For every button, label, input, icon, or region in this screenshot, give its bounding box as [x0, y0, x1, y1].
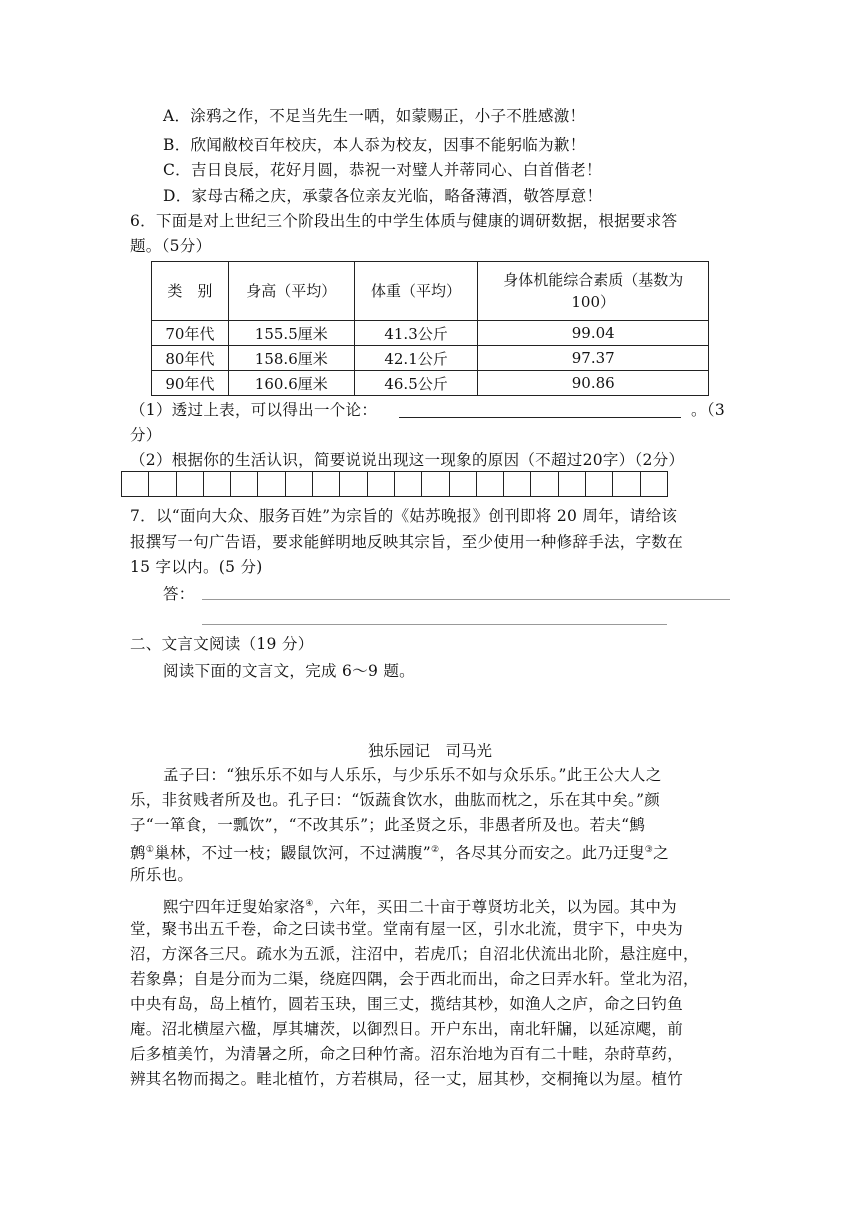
answer-grid-cell[interactable]: [395, 471, 422, 497]
q7-answer-line-2[interactable]: [202, 624, 667, 625]
table-row: [152, 321, 709, 346]
q6-sub1-answer-line[interactable]: [399, 417, 681, 418]
row-height: 160.6厘米: [228, 371, 354, 396]
passage-title: 独乐园记 司马光: [367, 742, 492, 760]
q6-stem-line2: 题。（5分）: [130, 237, 212, 255]
table-header-row: [152, 262, 709, 321]
footnote-marker: ①: [145, 845, 155, 855]
header-category: 类 别: [152, 262, 229, 321]
passage-line: 鹩①巢林，不过一枝；鼹鼠饮河，不过满腹”②，各尽其分而安之。此乃迂叟③之: [130, 844, 669, 863]
row-weight: 41.3公斤: [354, 321, 478, 346]
header-fitness-line2: 100）: [571, 293, 616, 311]
passage-line: 中央有岛，岛上植竹，圆若玉玦，围三丈，揽结其杪，如渔人之庐，命之曰钓鱼: [130, 995, 684, 1013]
footnote-marker: ④: [305, 899, 314, 909]
passage-line: 所乐也。: [130, 866, 194, 884]
survey-table: [151, 261, 709, 396]
q5-option-d: D．家母古稀之庆，承蒙各位亲友光临，略备薄酒，敬答厚意！: [163, 187, 603, 205]
answer-grid-cell[interactable]: [641, 471, 668, 497]
q7-line2: 报撰写一句广告语，要求能鲜明地反映其宗旨，至少使用一种修辞手法，字数在: [130, 533, 684, 551]
answer-grid-cell[interactable]: [504, 471, 531, 497]
passage-line: 堂，聚书出五千卷，命之曰读书堂。堂南有屋一区，引水北流，贯宇下，中央为: [130, 920, 684, 938]
row-weight: 46.5公斤: [354, 371, 478, 396]
answer-grid-cell[interactable]: [149, 471, 176, 497]
answer-grid-cell[interactable]: [340, 471, 367, 497]
answer-grid-cell[interactable]: [286, 471, 313, 497]
answer-grid-cell[interactable]: [258, 471, 285, 497]
passage-line: 若象鼻；自是分而为二渠，绕庭四隅，会于西北而出，命之曰弄水轩。堂北为沼，: [130, 970, 699, 988]
q7-line3: 15 字以内。(5 分): [130, 558, 263, 576]
row-height: 155.5厘米: [228, 321, 354, 346]
q6-sub1-prefix: （1）透过上表，可以得出一个论：: [130, 401, 378, 419]
answer-grid-cell[interactable]: [122, 471, 149, 497]
passage-line: 庵。沼北横屋六楹，厚其墉茨，以御烈日。开户东出，南北轩牖，以延凉飔，前: [130, 1020, 684, 1038]
row-decade: 90年代: [152, 371, 229, 396]
passage-line: 后多植美竹，为清暑之所，命之曰种竹斋。沼东治地为百有二十畦，杂莳草药，: [130, 1045, 684, 1063]
answer-grid-cell[interactable]: [586, 471, 613, 497]
header-weight: 体重（平均）: [354, 262, 478, 321]
q5-option-c: C．吉日良辰，花好月圆，恭祝一对璧人并蒂同心、白首偕老！: [163, 161, 602, 179]
table-row: [152, 346, 709, 371]
footnote-marker: ②: [431, 845, 440, 855]
answer-grid-cell[interactable]: [204, 471, 231, 497]
answer-grid-cell[interactable]: [477, 471, 504, 497]
answer-grid-cell[interactable]: [531, 471, 558, 497]
answer-grid-cell[interactable]: [231, 471, 258, 497]
header-fitness: [478, 262, 709, 321]
table-row: [152, 371, 709, 396]
q7-answer-line-1[interactable]: [202, 599, 730, 600]
q5-option-a: A．涂鸦之作，不足当先生一哂，如蒙赐正，小子不胜感激！: [163, 107, 586, 125]
q6-answer-grid[interactable]: [121, 471, 668, 497]
q7-line1: 7．以“面向大众、服务百姓”为宗旨的《姑苏晚报》创刊即将 20 周年，请给该: [130, 507, 678, 525]
row-decade: 70年代: [152, 321, 229, 346]
answer-grid-cell[interactable]: [559, 471, 586, 497]
row-fitness: 90.86: [478, 371, 709, 396]
answer-grid-cell[interactable]: [313, 471, 340, 497]
answer-grid-cell[interactable]: [368, 471, 395, 497]
passage-line: 熙宁四年迂叟始家洛④，六年，买田二十亩于尊贤坊北关，以为园。其中为: [163, 898, 677, 917]
row-fitness: 99.04: [478, 321, 709, 346]
row-weight: 42.1公斤: [354, 346, 478, 371]
row-fitness: 97.37: [478, 346, 709, 371]
section2-instruction: 阅读下面的文言文，完成 6～9 题。: [163, 662, 415, 680]
passage-line: 子“一箪食，一瓢饮”，“不改其乐”；此圣贤之乐，非愚者所及也。若夫“鹪: [130, 816, 646, 834]
row-decade: 80年代: [152, 346, 229, 371]
section2-heading: 二、文言文阅读（19 分）: [130, 635, 314, 653]
passage-line: 孟子曰：“独乐乐不如与人乐乐，与少乐乐不如与众乐乐。”此王公大人之: [163, 766, 662, 784]
q6-sub1-suffix: 。（3: [691, 401, 726, 419]
q6-stem-line1: 6．下面是对上世纪三个阶段出生的中学生体质与健康的调研数据，根据要求答: [130, 212, 678, 230]
passage-line: 沼，方深各三尺。疏水为五派，注沼中，若虎爪；自沼北伏流出北阶，悬注庭中，: [130, 945, 699, 963]
q5-option-b: B．欣闻敝校百年校庆，本人忝为校友，因事不能躬临为歉！: [163, 136, 586, 154]
passage-line: 辨其名物而揭之。畦北植竹，方若棋局，径一丈，屈其杪，交桐掩以为屋。植竹: [130, 1070, 684, 1088]
header-height: 身高（平均）: [228, 262, 354, 321]
q6-sub2: （2）根据你的生活认识，简要说说出现这一现象的原因（不超过20字）（2分）: [130, 451, 685, 469]
answer-grid-cell[interactable]: [613, 471, 640, 497]
answer-grid-cell[interactable]: [450, 471, 477, 497]
q7-answer-label: 答：: [163, 585, 195, 603]
header-fitness-line1: 身体机能综合素质（基数为: [503, 271, 684, 289]
footnote-marker: ③: [644, 845, 654, 855]
answer-grid-cell[interactable]: [422, 471, 449, 497]
q6-sub1-line2: 分）: [130, 426, 162, 444]
row-height: 158.6厘米: [228, 346, 354, 371]
passage-line: 乐，非贫贱者所及也。孔子曰：“饭蔬食饮水，曲肱而枕之，乐在其中矣。”颜: [130, 791, 661, 809]
answer-grid-cell[interactable]: [177, 471, 204, 497]
